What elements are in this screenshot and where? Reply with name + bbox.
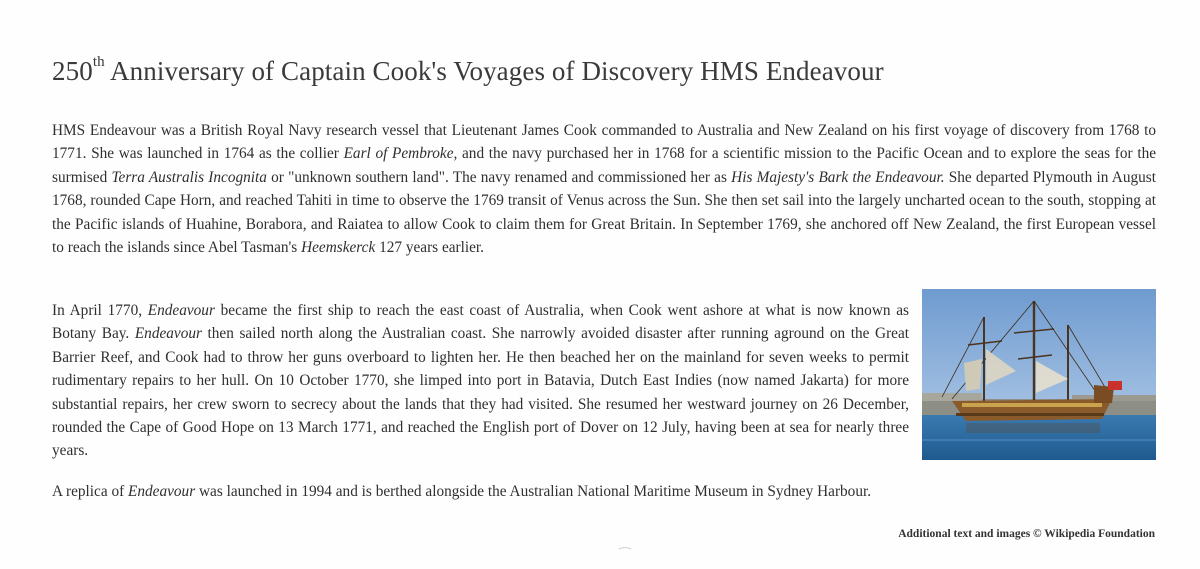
paragraph-history: HMS Endeavour was a British Royal Navy research vessel that Lieutenant James Cook commanded to Australia and New Zealand on his first voyage of discovery from 1768 to 1771. She was launched in 1764 as the collier Earl of Pembroke, and the navy purchased her in 1768 for a scientific mission to the Pacific Ocean and to explore the seas for the surmised Terra Australis Incognita or "unknown southern land". The navy renamed and commissioned her as His Majesty's Bark the Endeavour. She departed Plymouth in August 1768, rounded Cape Horn, and reached Tahiti in time to observe the 1769 transit of Venus across the Sun. She then set sail into the largely uncharted ocean to the south, stopping at the Pacific islands of Huahine, Borabora, and Raiatea to allow Cook to claim them for Great Britain. In September 1769, she anchored off New Zealand, the first European vessel to reach the islands since Abel Tasman's Heemskerck 127 years earlier. <box>52 122 1157 257</box>
scan-speck <box>617 545 633 553</box>
image-credit: Additional text and images © Wikipedia Foundation <box>898 528 1155 540</box>
paragraph-replica: A replica of Endeavour was launched in 1994 and is berthed alongside the Australian National Maritime Museum in Sydney Harbour. <box>52 483 872 500</box>
vessel-name: HMS Endeavour <box>52 122 157 139</box>
ship-photo <box>922 289 1156 460</box>
page-title: 250th Anniversary of Captain Cook's Voyages of Discovery HMS Endeavour <box>52 54 884 86</box>
ordinal-suffix: th <box>92 54 105 70</box>
paragraph-voyage: In April 1770, Endeavour became the first ship to reach the east coast of Australia, when Cook went ashore at what is now known as Botany Bay. Endeavour then sailed north along the Australian coast. She narrowly avoided disaster after running aground on the Great Barrier Reef, and Cook had to throw her guns overboard to lighten her. He then beached her on the mainland for seven weeks to permit rudimentary repairs to her hull. On 10 October 1770, she limped into port in Batavia, Dutch East Indies (now named Jakarta) for more substantial repairs, her crew sworn to secrecy about the lands that they had visited. She resumed her westward journey on 26 December, rounded the Cape of Good Hope on 13 March 1771, and reached the English port of Dover on 12 July, having been at sea for nearly three years. <box>52 302 909 460</box>
